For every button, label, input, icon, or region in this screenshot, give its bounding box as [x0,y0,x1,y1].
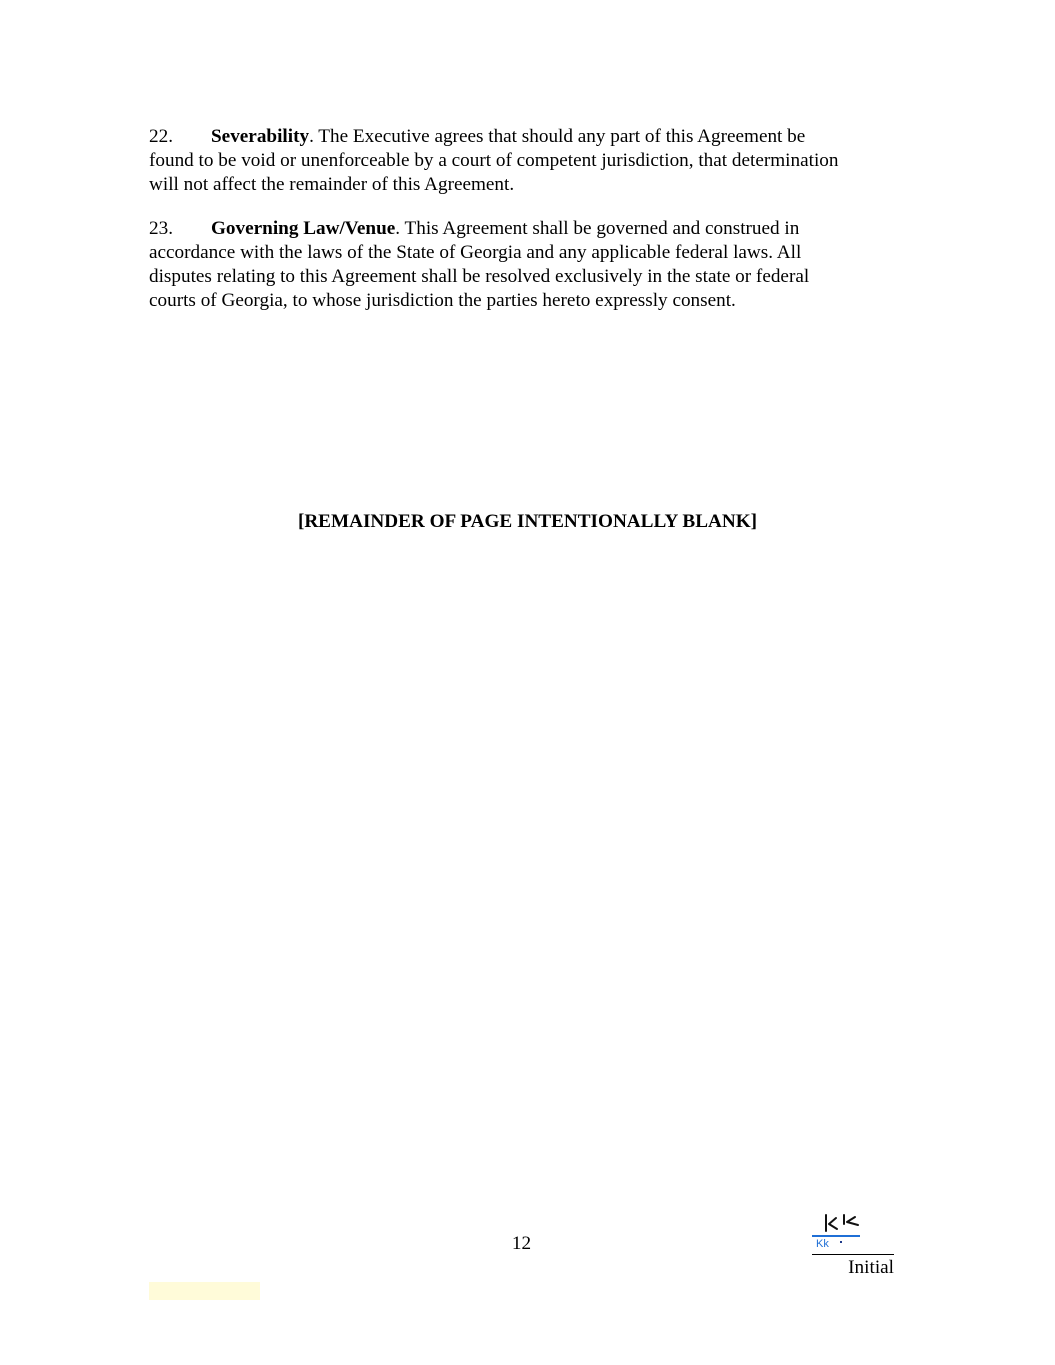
section-22-line-3: will not affect the remainder of this Agreement. [149,174,515,195]
section-number: 23. [149,218,173,239]
remainder-blank-notice: [REMAINDER OF PAGE INTENTIONALLY BLANK] [297,511,758,532]
section-heading: Severability [211,126,310,147]
section-22-line-2: found to be void or unenforceable by a court of competent jurisdiction, that determination [149,150,839,171]
initial-line [812,1254,894,1255]
section-text: . The Executive agrees that should any part of this Agreement be [309,126,806,147]
section-number: 22. [149,126,173,147]
section-23-line-2: accordance with the laws of the State of Georgia and any applicable federal laws. All [149,242,802,263]
section-22-severability [149,125,909,197]
section-23-line-3: disputes relating to this Agreement shall be resolved exclusively in the state or federal [149,266,810,287]
initial-label: Initial [848,1257,894,1278]
highlighted-field [149,1282,260,1300]
section-23-line-4: courts of Georgia, to whose jurisdiction the parties hereto expressly consent. [149,290,736,311]
section-23-line-1 [149,217,909,241]
signature-caption: Kk [816,1238,829,1250]
section-22-line-1 [149,125,909,149]
page-number: 12 [511,1233,532,1254]
section-text: . This Agreement shall be governed and construed in [395,218,800,239]
handwritten-initials-signature [816,1212,864,1234]
initial-block [810,1210,894,1282]
section-heading: Governing Law/Venue [211,218,396,239]
section-23-governing-law [149,217,909,313]
signature-dot [840,1241,842,1243]
